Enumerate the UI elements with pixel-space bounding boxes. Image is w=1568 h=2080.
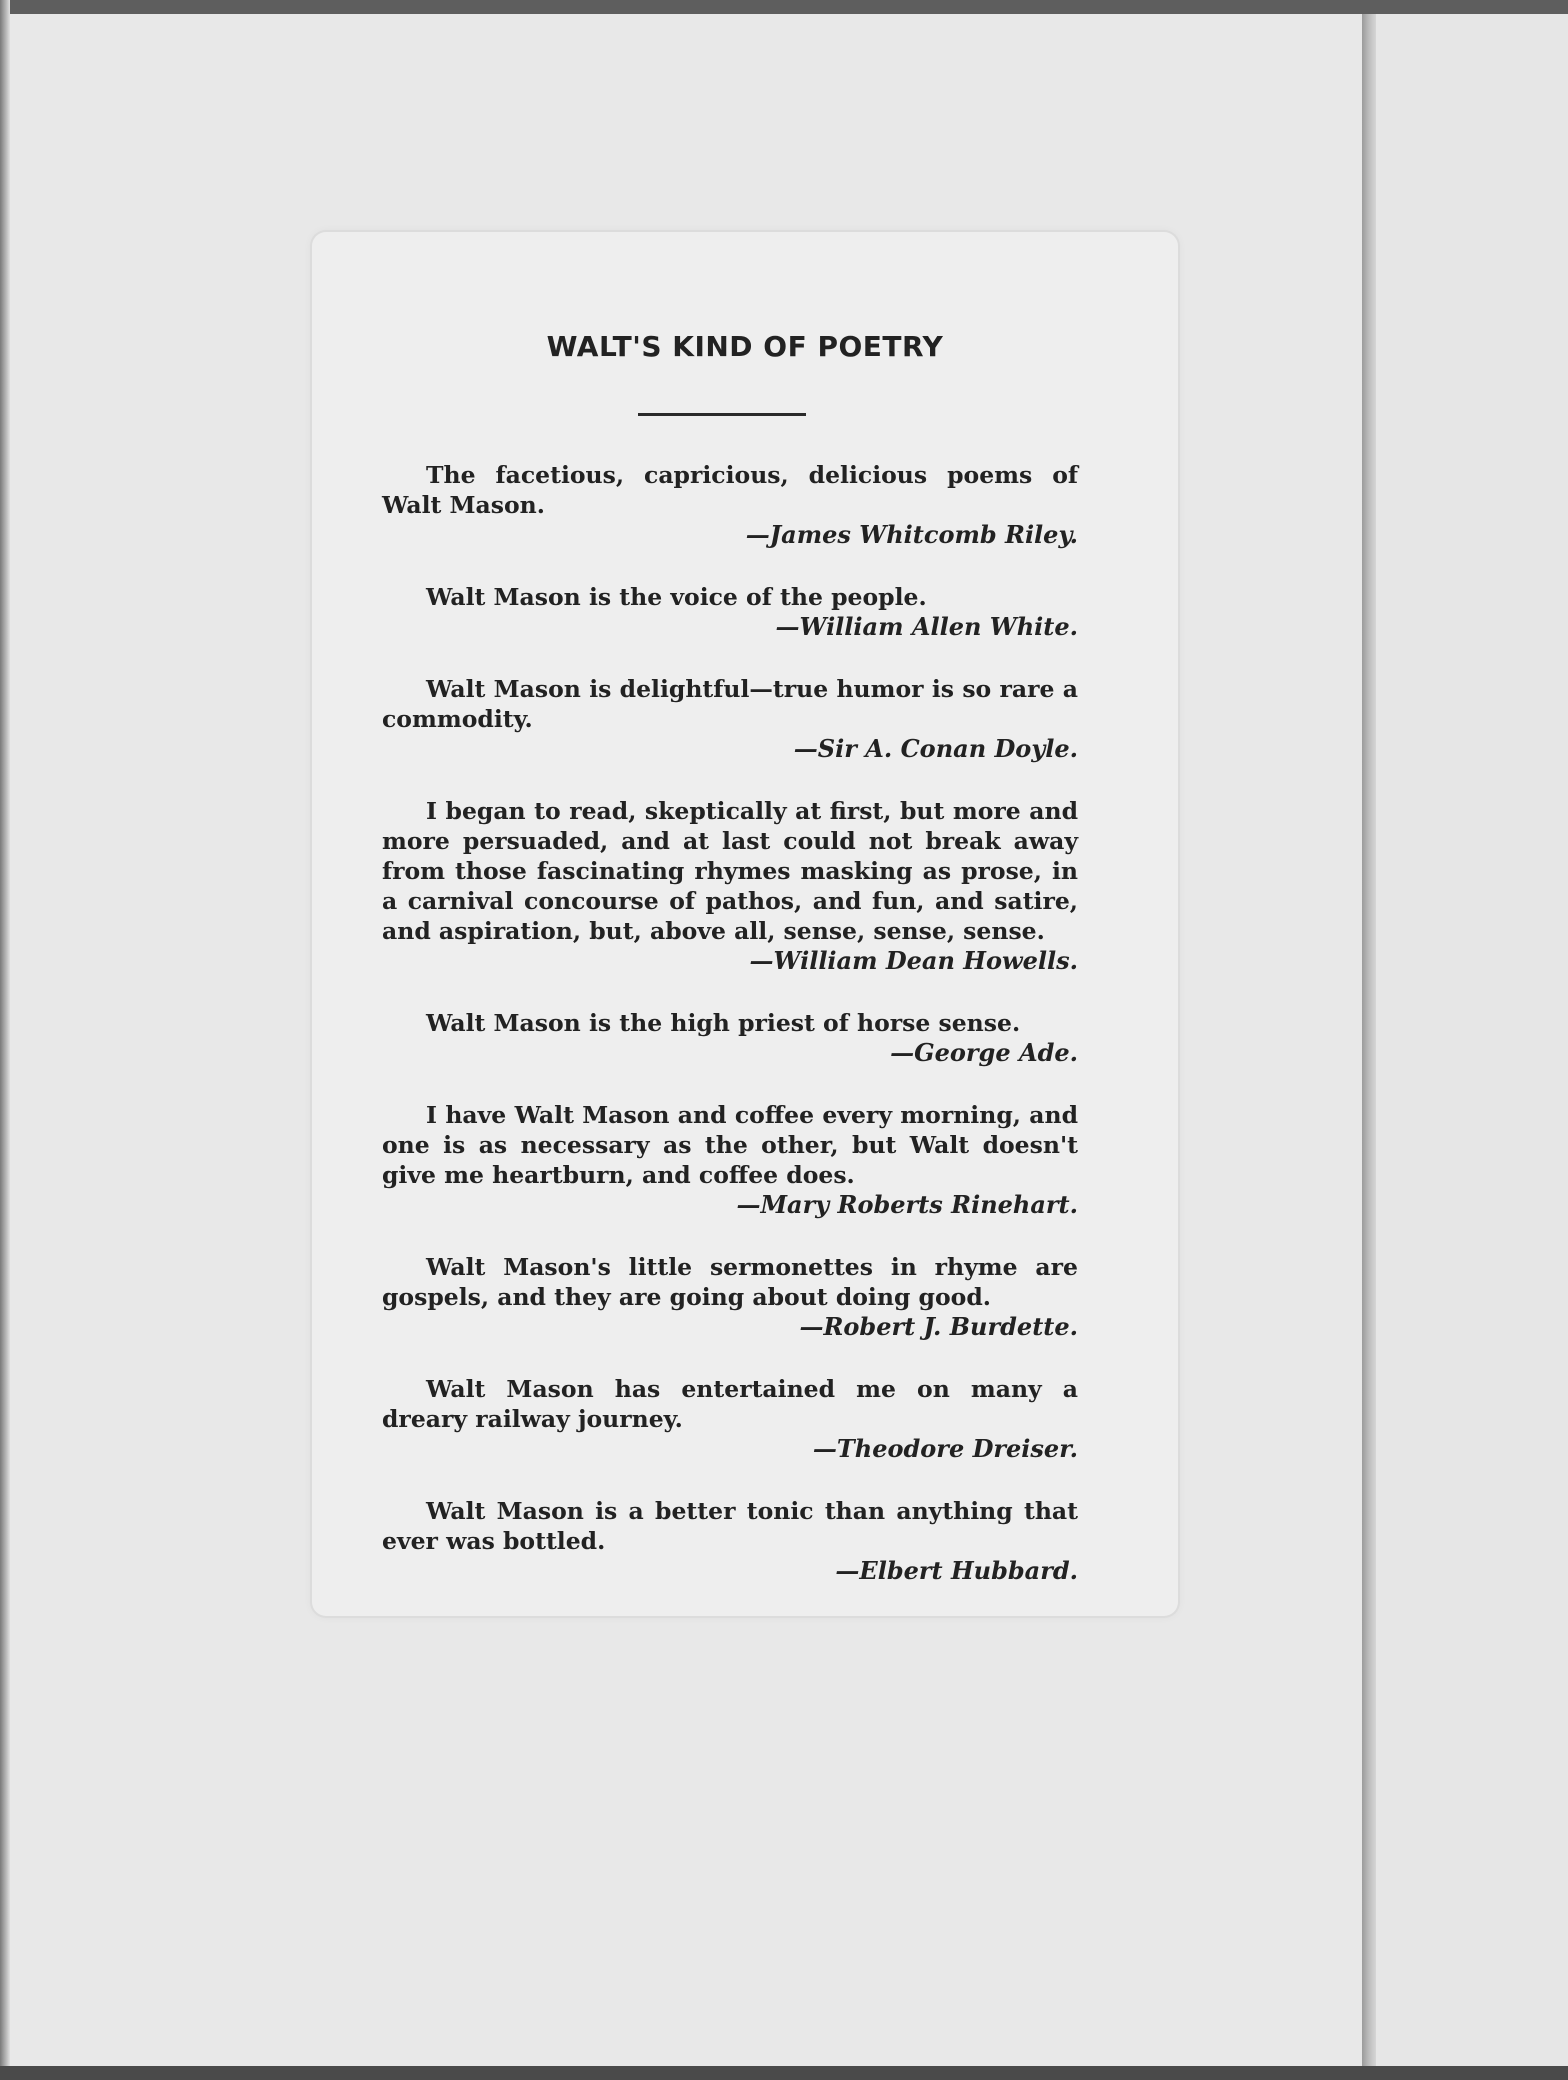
quote-item <box>382 796 1078 976</box>
quote-text: The facetious, capricious, delicious poems of Walt Mason. <box>382 461 1078 519</box>
quote-text: Walt Mason is a better tonic than anything that ever was bottled. <box>382 1497 1078 1555</box>
quote-attribution: —Theodore Dreiser. <box>812 1434 1078 1463</box>
quote-attribution: —James Whitcomb Riley. <box>745 520 1078 549</box>
facing-page <box>1376 14 1568 2066</box>
quote-text: Walt Mason is the voice of the people. <box>426 583 927 611</box>
page-title: WALT'S KIND OF POETRY <box>546 330 944 363</box>
quote-item <box>382 1496 1078 1586</box>
quote-item <box>382 582 1078 642</box>
quote-item <box>382 1008 1078 1068</box>
quote-item <box>382 1374 1078 1464</box>
quote-text: Walt Mason has entertained me on many a dreary railway journey. <box>382 1375 1078 1433</box>
quote-item <box>382 1252 1078 1342</box>
quote-attribution: —Mary Roberts Rinehart. <box>736 1190 1078 1219</box>
quote-text: Walt Mason is delightful—true humor is so rare a commodity. <box>382 675 1078 733</box>
title-rule <box>638 413 806 416</box>
scan-bottom-edge <box>0 2066 1568 2080</box>
quote-attribution: —William Allen White. <box>775 612 1078 641</box>
quote-attribution: —Robert J. Burdette. <box>799 1312 1078 1341</box>
quote-item <box>382 1100 1078 1220</box>
quote-attribution: —William Dean Howells. <box>749 946 1078 975</box>
quote-item <box>382 674 1078 764</box>
quote-attribution: —Sir A. Conan Doyle. <box>793 734 1078 763</box>
quote-card <box>312 232 1178 1616</box>
quote-text: I began to read, skeptically at first, but more and more persuaded, and at last could not break away from those fascinating rhymes masking as prose, in a carnival concourse of pathos, and fun, and satire, and aspiration, but, above all, sense, sense, sense. <box>382 797 1078 945</box>
scan-top-edge <box>0 0 1568 14</box>
book-page <box>10 14 1362 2066</box>
scan-left-edge <box>0 0 10 2080</box>
quote-text: Walt Mason is the high priest of horse sense. <box>426 1009 1021 1037</box>
quote-text: Walt Mason's little sermonettes in rhyme are gospels, and they are going about doing good. <box>382 1253 1078 1311</box>
quote-attribution: —Elbert Hubbard. <box>835 1556 1078 1585</box>
quote-item <box>382 460 1078 550</box>
quote-attribution: —George Ade. <box>890 1038 1078 1067</box>
book-gutter <box>1362 14 1376 2066</box>
quote-list <box>382 460 1078 1618</box>
quote-text: I have Walt Mason and coffee every morning, and one is as necessary as the other, but Walt doesn't give me heartburn, and coffee does. <box>382 1101 1078 1189</box>
